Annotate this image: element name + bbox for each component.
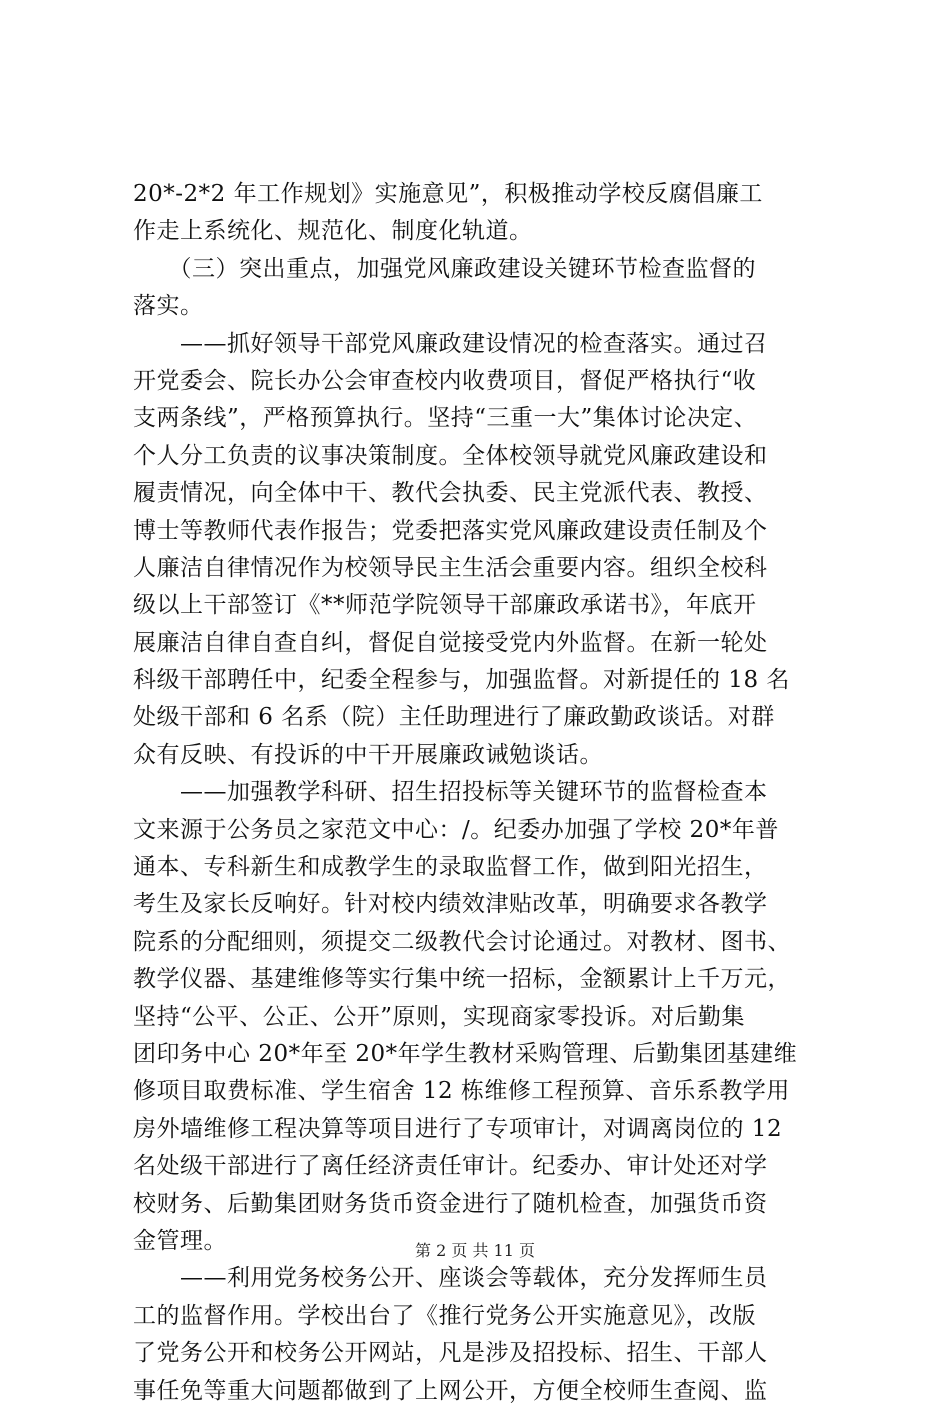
text-line: ——利用党务校务公开、座谈会等载体，充分发挥师生员 bbox=[133, 1265, 768, 1292]
text-line: 坚持“公平、公正、公开”原则，实现商家零投诉。对后勤集 bbox=[133, 1003, 746, 1030]
document-body bbox=[133, 176, 833, 1410]
text-line: 20*-2*2 年工作规划》实施意见”，积极推动学校反腐倡廉工 bbox=[133, 181, 763, 207]
text-line: 房外墙维修工程决算等项目进行了专项审计，对调离岗位的 12 bbox=[133, 1115, 783, 1142]
text-line: 修项目取费标准、学生宿舍 12 栋维修工程预算、音乐系教学用 bbox=[133, 1078, 790, 1105]
text-line: ——抓好领导干部党风廉政建设情况的检查落实。通过召 bbox=[133, 330, 768, 357]
text-line: 通本、专科新生和成教学生的录取监督工作，做到阳光招生， bbox=[133, 854, 768, 881]
text-line: 名处级干部进行了离任经济责任审计。纪委办、审计处还对学 bbox=[133, 1153, 768, 1180]
text-line: 作走上系统化、规范化、制度化轨道。 bbox=[133, 218, 533, 245]
text-line: 院系的分配细则，须提交二级教代会讨论通过。对教材、图书、 bbox=[133, 928, 791, 955]
text-line: 考生及家长反响好。针对校内绩效津贴改革，明确要求各教学 bbox=[133, 891, 768, 918]
text-line: 落实。 bbox=[133, 293, 204, 320]
text-line: 文来源于公务员之家范文中心：/。纪委办加强了学校 20*年普 bbox=[133, 816, 779, 843]
text-line: 处级干部和 6 名系（院）主任助理进行了廉政勤政谈话。对群 bbox=[133, 704, 775, 731]
text-line: 团印务中心 20*年至 20*年学生教材采购管理、后勤集团基建维 bbox=[133, 1040, 798, 1067]
text-line: 教学仪器、基建维修等实行集中统一招标，金额累计上千万元， bbox=[133, 966, 791, 993]
page-footer: 第 2 页 共 11 页 bbox=[415, 1241, 535, 1260]
text-line: 科级干部聘任中，纪委全程参与，加强监督。对新提任的 18 名 bbox=[133, 667, 790, 694]
text-line: 人廉洁自律情况作为校领导民主生活会重要内容。组织全校科 bbox=[133, 554, 768, 581]
text-line: 众有反映、有投诉的中干开展廉政诫勉谈话。 bbox=[133, 741, 603, 768]
text-line: 展廉洁自律自查自纠，督促自觉接受党内外监督。在新一轮处 bbox=[133, 629, 768, 656]
text-line: （三）突出重点，加强党风廉政建设关键环节检查监督的 bbox=[133, 255, 756, 282]
text-line: 了党务公开和校务公开网站，凡是涉及招投标、招生、干部人 bbox=[133, 1340, 768, 1367]
text-line: 履责情况，向全体中干、教代会执委、民主党派代表、教授、 bbox=[133, 480, 768, 507]
text-line: 级以上干部签订《**师范学院领导干部廉政承诺书》，年底开 bbox=[133, 592, 757, 619]
text-line: 开党委会、院长办公会审查校内收费项目，督促严格执行“收 bbox=[133, 367, 757, 394]
text-line: 工的监督作用。学校出台了《推行党务公开实施意见》，改版 bbox=[133, 1302, 756, 1329]
text-line: ——加强教学科研、招生招投标等关键环节的监督检查本 bbox=[133, 779, 768, 806]
text-line: 金管理。 bbox=[133, 1227, 227, 1254]
text-line: 博士等教师代表作报告；党委把落实党风廉政建设责任制及个 bbox=[133, 517, 768, 544]
text-line: 个人分工负责的议事决策制度。全体校领导就党风廉政建设和 bbox=[133, 442, 768, 469]
text-line: 事任免等重大问题都做到了上网公开，方便全校师生查阅、监 bbox=[133, 1377, 768, 1404]
text-line: 校财务、后勤集团财务货币资金进行了随机检查，加强货币资 bbox=[133, 1190, 768, 1217]
text-line: 支两条线”，严格预算执行。坚持“三重一大”集体讨论决定、 bbox=[133, 405, 758, 432]
